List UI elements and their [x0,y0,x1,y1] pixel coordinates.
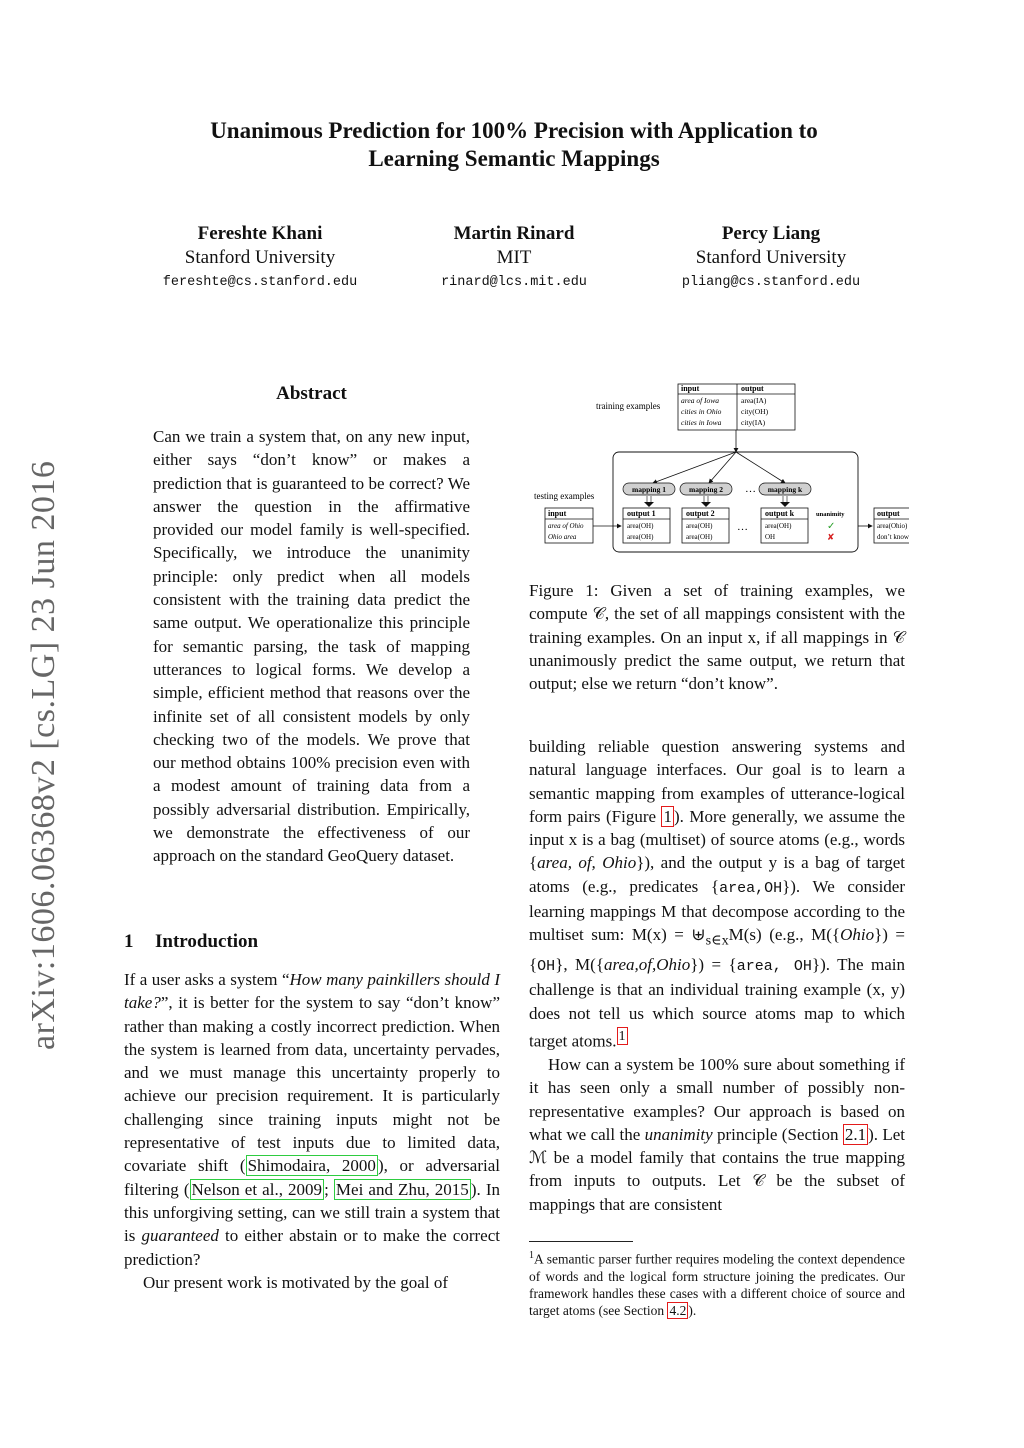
mapping-label: mapping k [767,485,803,494]
figure-1-diagram [529,380,909,560]
section-ref-link[interactable]: 4.2 [669,1302,687,1318]
author-name: Martin Rinard [453,223,575,244]
testing-examples-label: testing examples [534,491,595,501]
output-value: area(OH) [627,522,654,530]
intro-column-right [529,735,905,1216]
final-output-header: output [877,509,900,518]
test-input: area of Ohio [548,522,584,530]
abstract-heading: Abstract [276,383,347,404]
training-examples-label: training examples [596,401,661,411]
intro-paragraph-1: If a user asks a system “How many painkillers should I take?”, it is better for the system to say “don’t know” rather than making a costly incorrect prediction. When the system is learned from data, uncertainty pervades, and we must manage this uncertainty properly to achieve our precision requirement. It is particularly challenging since training inputs might not be representative of test inputs due to limited data, covariate shift ( Shimodaira, 2000 ), or adversarial filtering ( Nelson et al., 2009 ; Mei and Zhu, 2015 ). In this unforgiving setting, can we still train a system that is guaranteed to either abstain or to make the correct prediction? [124,970,501,1269]
section-heading-introduction [124,931,258,953]
title-line-1: Unanimous Prediction for 100% Precision with Application to [210,118,818,143]
author-block-1 [130,222,390,296]
output-header: output k [765,509,795,518]
section-ref-link[interactable]: 2.1 [844,1124,867,1144]
footnote-1: $^1$A semantic parser further requires modeling the context dependence of words and the logical form structure joining the predicates. Our framework handles these cases with a different choice of source and target atoms (see Section 4.2 ). [529,1250,905,1318]
abstract-text: Can we train a system that, on any new input, either says “don’t know” or makes a prediction that is guaranteed to be correct? We answer the question in the affirmative provided our model family is well-specified. Specifically, we introduce the unanimity principle: only predict when all models consistent with the training data predict the same output. We operationalize this principle for semantic parsing, the task of mapping utterances to logical forms. We develop a simple, efficient method that reasons over the infinite set of all consistent models by only checking two of the models. We prove that our method obtains 100% precision even with a modest amount of training data from a possibly adversarial distribution. Empirically, we demonstrate the effectiveness of our approach on the standard GeoQuery dataset. [153,427,470,866]
training-input: cities in Iowa [681,418,722,427]
paper-title [100,117,928,173]
author-email: rinard@lcs.mit.edu [441,275,587,290]
test-input-table [545,508,593,543]
output-ellipsis: … [737,521,748,533]
test-input-header: input [548,509,567,518]
author-block-2 [384,222,644,296]
section-title: Introduction [155,931,259,952]
output-value: area(OH) [627,533,654,541]
citation-link[interactable]: Mei and Zhu, 2015 [335,1179,469,1199]
mapping-node [623,483,675,495]
author-affiliation: MIT [496,247,532,268]
mapping-label: mapping 2 [689,485,723,494]
author-email: pliang@cs.stanford.edu [681,275,861,290]
check-icon: ✓ [827,521,836,532]
arxiv-identifier: arXiv:1606.06368v2 [cs.LG] 23 Jun 2016 [25,460,62,1050]
author-email: fereshte@cs.stanford.edu [162,275,358,290]
final-output-value: area(Ohio) [877,522,908,530]
unanimity-label: unanimity [816,511,845,518]
output-value: area(OH) [765,522,792,530]
cross-icon: ✘ [827,532,835,542]
section-number: 1 [124,931,134,952]
author-affiliation: Stanford University [695,247,847,268]
figure-1-caption: Figure 1: Given a set of training examples, we compute 𝒞, the set of all mappings consistent with the training examples. On an input x, if all mappings in 𝒞 unanimously predict the same output, we return that output; else we return “don’t know”. [529,581,905,694]
output-table [761,508,808,543]
training-input: area of Iowa [681,396,720,405]
footnote-rule [529,1241,633,1242]
citation-link[interactable]: Shimodaira, 2000 [247,1156,376,1176]
output-value: area(OH) [686,533,713,541]
output-table [682,508,729,543]
footnote-mark: 1 [529,1250,534,1261]
author-block-3 [641,222,901,296]
training-table [678,384,795,430]
author-affiliation: Stanford University [184,247,336,268]
output-table [623,508,670,543]
training-output: area(IA) [741,396,767,405]
col2-paragraph-1: building reliable question answering systems and natural language interfaces. Our goal is to learn a semantic mapping from examples of utterance-logical form pairs (Figure 1 ). More generally, we assume the input x is a bag (multiset) of source atoms (e.g., words {area, of, Ohio}), and the output y is a bag of target atoms (e.g., predicates {area,OH}). We consider learning mappings M that decompose according to the multiset sum: $M(x) = ⊎_{s\in x}M(s)$ (e.g., M({Ohio}) = {OH}, M({area,of,Ohio}) = {area, OH}). The main challenge is that an individual training example (x, y) does not tell us which source atoms map to which target atoms. $^1$ [529,737,906,1051]
mapping-node [759,483,811,495]
citation-link[interactable]: Nelson et al., 2009 [191,1179,323,1199]
training-header-output: output [741,384,764,393]
output-header: output 1 [627,509,656,518]
mapping-node [680,483,732,495]
test-input: Ohio area [548,533,577,541]
intro-column-left [124,968,500,1294]
training-input: cities in Ohio [681,407,722,416]
title-line-2: Learning Semantic Mappings [368,146,660,171]
footnote-ref-link[interactable]: 1 [618,1027,626,1044]
mapping-ellipsis: … [745,483,756,495]
output-header: output 2 [686,509,715,518]
figure-ref-link[interactable]: 1 [663,806,672,826]
author-name: Percy Liang [721,223,821,244]
final-output-table [874,508,909,543]
output-value: area(OH) [686,522,713,530]
author-name: Fereshte Khani [197,223,323,244]
training-header-input: input [681,384,700,393]
col2-paragraph-2: How can a system be 100% sure about something if it has seen only a small number of possibly non-representative examples? Our approach is based on what we call the unanimity principle (Section 2.1 ). Let ℳ be a model family that contains the true mapping from inputs to outputs. Let 𝒞 be the subset of mappings that are consistent [529,1054,905,1214]
training-output: city(IA) [741,418,766,427]
mapping-label: mapping 1 [632,485,666,494]
output-value: OH [765,533,776,541]
intro-paragraph-2: Our present work is motivated by the goal of [143,1272,448,1292]
training-output: city(OH) [741,407,769,416]
final-output-value: don’t know [877,533,909,541]
